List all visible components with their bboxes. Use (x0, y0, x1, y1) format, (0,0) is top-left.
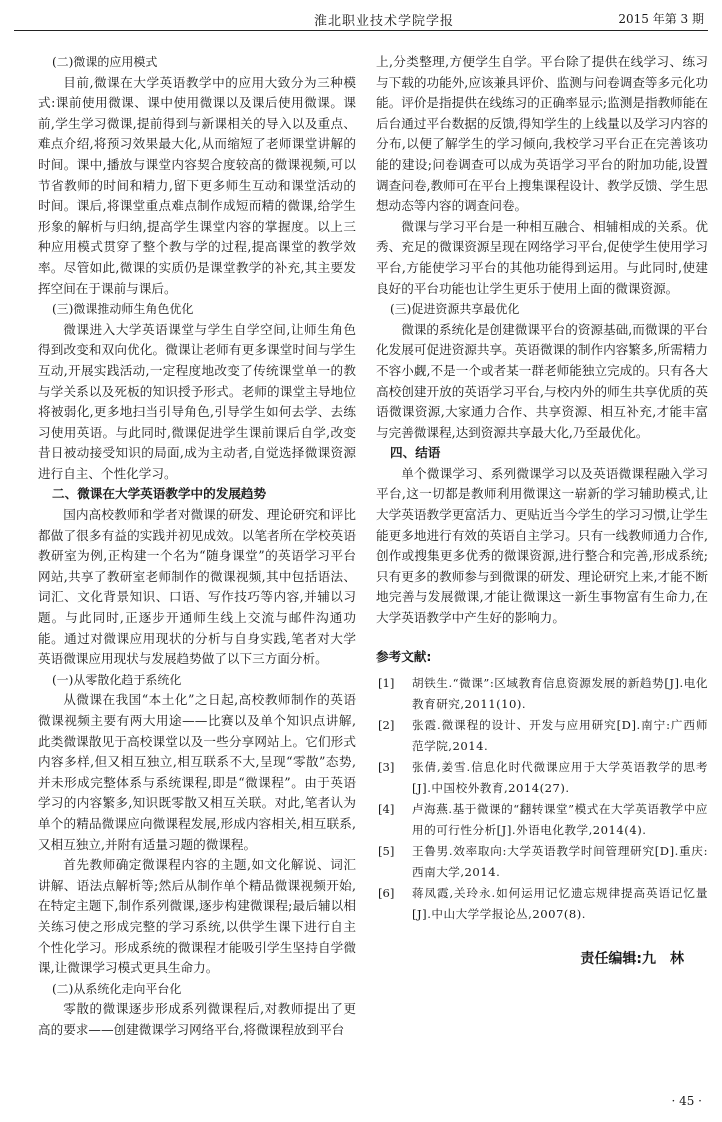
issue-label: 2015 年第 3 期 (618, 12, 704, 26)
right-column (376, 52, 708, 970)
paragraph: 从微课在我国“本土化”之日起,高校教师制作的英语微课视频主要有两大用途——比赛以及单个知识点讲解,此类微课散见于高校课堂以及一些分享网站上。它们形式内容多样,但又相互独立,相互联系不大,呈现“零散”态势,并未形成完整体系与系统课程,即是“微课程”。由于英语学习的内容繁多,知识既零散又相互关联。对此,笔者认为单个的精品微课应向微课程发展,形成内容相关,相互联系,又相互独立,并附有适量习题的微课程。 (38, 692, 356, 852)
paragraph: 零散的微课逐步形成系列微课程后,对教师提出了更高的要求——创建微课学习网络平台,将微课程放到平台 (38, 1001, 356, 1037)
reference-list (376, 673, 708, 925)
subheading-application-modes: (二)微课的应用模式 (52, 55, 158, 69)
section-heading-conclusion: 四、结语 (390, 445, 441, 461)
reference-item: [1] 胡铁生.“微课”:区域教育信息资源发展的新趋势[J].电化教育研究,2011(10). (378, 676, 708, 712)
reference-item: [4] 卢海燕.基于微课的“翻转课堂”模式在大学英语教学中应用的可行性分析[J].外语电化教学,2014(4). (378, 802, 708, 838)
paragraph: 上,分类整理,方便学生自学。平台除了提供在线学习、练习与下载的功能外,应该兼具评价、监测与问卷调查等多元化功能。评价是指提供在线练习的正确率显示;监测是指教师能在后台通过平台数据的反馈,得知学生的上线量以及学习内容的分布,以便了解学生的学习倾向,我校学习平台正在完善该功能的建设;问卷调查可以成为英语学习平台的附加功能,设置调查问卷,教师可在平台上搜集课程设计、教学反馈、学生思想动态等内容的调查问卷。 (376, 54, 708, 214)
reference-item: [5] 王鲁男.效率取向:大学英语教学时间管理研究[D].重庆:西南大学,2014. (378, 844, 708, 880)
subheading-scatter-to-system: (一)从零散化趋于系统化 (52, 672, 182, 687)
reference-item: [6] 蒋凤霞,关玲永.如何运用记忆遗忘规律提高英语记忆量[J].中山大学学报论丛,2007(8). (378, 886, 708, 922)
page-number: · 45 · (671, 1094, 702, 1108)
reference-item: [2] 张霞.微课程的设计、开发与应用研究[D].南宁:广西师范学院,2014. (378, 718, 708, 754)
paragraph: 国内高校教师和学者对微课的研发、理论研究和评比都做了很多有益的实践并初见成效。以笔者所在学校英语教研室为例,正构建一个名为“随身课堂”的英语学习平台网站,共享了教研室老师制作的微课视频,其中包括语法、词汇、文化背景知识、口语、写作技巧等内容,并辅以习题。与此同时,正逐步开通师生线上交流与邮件沟通功能。通过对微课应用现状的分析与自身实践,笔者对大学英语微课应用现状与发展趋势做了以下三方面分析。 (38, 507, 356, 667)
paragraph: 首先教师确定微课程内容的主题,如文化解说、词汇讲解、语法点解析等;然后从制作单个精品微课视频开始,在特定主题下,制作系列微课,逐步构建微课程;最后辅以相关练习使之形成完整的学习系统,以供学生课下进行自主个性化学习。形成系统的微课程才能吸引学生坚持自学微课,让微课学习模式更具生命力。 (38, 857, 356, 976)
subheading-system-to-platform: (二)从系统化走向平台化 (52, 981, 182, 996)
responsible-editor: 责任编辑:九 林 (580, 951, 684, 968)
running-header (14, 8, 708, 31)
journal-title: 淮北职业技术学院学报 (314, 14, 455, 29)
subheading-role-optimization: (三)微课推动师生角色优化 (52, 302, 194, 317)
section-heading-trends: 二、微课在大学英语教学中的发展趋势 (52, 486, 267, 502)
paragraph: 微课进入大学英语课堂与学生自学空间,让师生角色得到改变和双向优化。微课让老师有更多课堂时间与学生互动,开展实践活动,一定程度地改变了传统课堂单一的教与学关系以及死板的知识授予形式。老师的课堂主导地位将被弱化,更多地扫当引导角色,引导学生如何去学、去练习使用英语。与此同时,微课促进学生课前课后自学,改变昔日被动接受知识的局面,成为主动者,自觉选择微课资源进行自主、个性化学习。 (38, 321, 356, 481)
references-title: 参考文献: (376, 648, 432, 664)
reference-item: [3] 张倩,姜雪.信息化时代微课应用于大学英语教学的思考[J].中国校外教育,2014(27). (378, 760, 708, 796)
subheading-resource-sharing: (三)促进资源共享最优化 (390, 302, 520, 317)
paragraph: 微课的系统化是创建微课平台的资源基础,而微课的平台化发展可促进资源共享。英语微课的制作内容繁多,所需精力不容小觑,不是一个或者某一群老师能独立完成的。只有各大高校创建开放的英语学习平台,与校内外的师生共享优质的英语微课资源,大家通力合作、共享资源、相互补充,才能丰富与完善微课程,达到资源共享最大化,乃至最优化。 (376, 321, 708, 440)
paragraph: 单个微课学习、系列微课学习以及英语微课程融入学习平台,这一切都是教师利用微课这一崭新的学习辅助模式,让大学英语教学更富活力、更贴近当今学生的学习习惯,让学生能更多地进行有效的英语自主学习。只有一线教师通力合作,创作或搜集更多优秀的微课资源,进行整合和完善,形成系统;只有更多的教师参与到微课的研发、理论研究上来,才能不断地完善与发展微课,才能让微课这一新生事物富有生命力,在大学英语教学中产生好的影响力。 (376, 465, 708, 626)
paragraph: 微课与学习平台是一种相互融合、相辅相成的关系。优秀、充足的微课资源呈现在网络学习平台,促使学生使用学习平台,方能使学习平台的其他功能得到运用。与此同时,使建良好的平台功能也让学生更乐于使用上面的微课资源。 (376, 218, 708, 296)
left-column (38, 52, 356, 1041)
paragraph: 目前,微课在大学英语教学中的应用大致分为三种模式:课前使用微课、课中使用微课以及课后使用微课。课前,学生学习微课,提前得到与新课相关的导入以及重点、难点介绍,将预习效果最大化,从而缩短了老师课堂讲解的时间。课中,播放与课堂内容契合度较高的微课视频,可以节省教师的时间和精力,留下更多师生互动和课堂活动的时间。课后,将课堂重点难点制作成短而精的微课,给学生形象的解析与归纳,提高学生课堂内容的掌握度。以上三种应用模式贯穿了整个教与学的过程,提高课堂的教学效率。尽管如此,微课的实质仍是课堂教学的补充,其主要发挥空间在于课前与课后。 (38, 74, 356, 296)
